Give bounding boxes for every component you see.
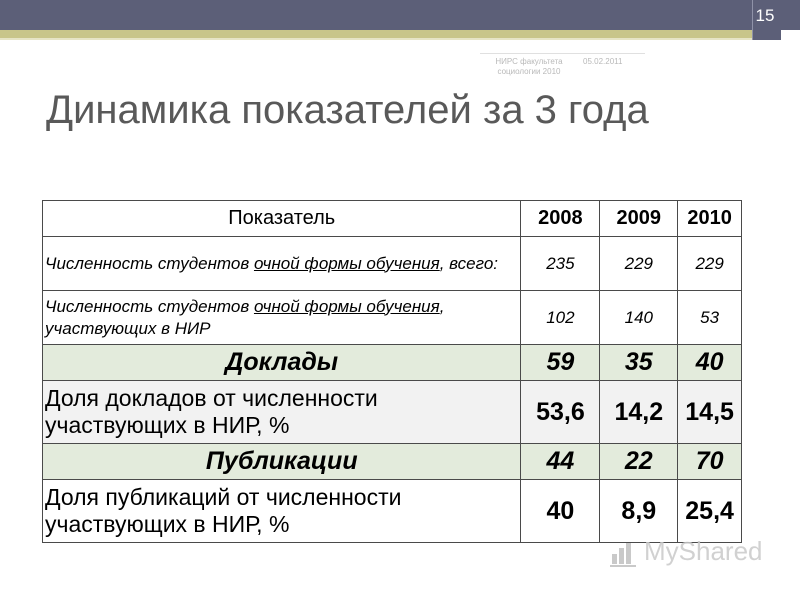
cell-2008: 102 (521, 291, 600, 345)
cell-2008: 40 (521, 480, 600, 543)
cell-2009: 8,9 (600, 480, 678, 543)
row-label: Доля публикаций от численности участвующих в НИР, % (43, 480, 521, 543)
table-row (43, 291, 742, 345)
cell-2008: 59 (521, 345, 600, 381)
header-year-2010: 2010 (678, 201, 742, 237)
cell-2009: 229 (600, 237, 678, 291)
cell-2010: 70 (678, 444, 742, 480)
row-label: Публикации (43, 444, 521, 480)
row-label-underlined: очной формы обучения (253, 296, 440, 316)
table-row (43, 345, 742, 381)
olive-decor-bar (0, 30, 768, 38)
table-row (43, 444, 742, 480)
footer-org: НИРС факультета социологии 2010 (495, 57, 563, 76)
cell-2009: 35 (600, 345, 678, 381)
table-row (43, 381, 742, 444)
footer-date: 05.02.2011 (583, 57, 623, 66)
header-indicator: Показатель (43, 201, 521, 237)
watermark-chart-icon (610, 538, 640, 568)
row-label (43, 237, 521, 291)
thin-decor-bar (0, 38, 768, 40)
cell-2010: 25,4 (678, 480, 742, 543)
row-label-part: , всего: (439, 253, 498, 273)
row-label-part: Численность студентов (45, 253, 254, 273)
cell-2009: 22 (600, 444, 678, 480)
row-label-underlined: очной формы обучения (253, 253, 440, 273)
row-label: Доклады (43, 345, 521, 381)
row-label-part: Численность студентов (45, 296, 254, 316)
cell-2010: 40 (678, 345, 742, 381)
cell-2010: 229 (678, 237, 742, 291)
cell-2010: 53 (678, 291, 742, 345)
table-header-row (43, 201, 742, 237)
cell-2009: 140 (600, 291, 678, 345)
row-label (43, 291, 521, 345)
table-row (43, 237, 742, 291)
header-year-2008: 2008 (521, 201, 600, 237)
cell-2008: 53,6 (521, 381, 600, 444)
header-year-2009: 2009 (600, 201, 678, 237)
table-row (43, 480, 742, 543)
row-label-part: , участвующих в НИР (45, 296, 445, 338)
page-number: 15 (755, 6, 775, 25)
slide-title: Динамика показателей за 3 года (46, 88, 649, 132)
footer-divider (480, 53, 645, 54)
watermark-text: MyShared (644, 536, 763, 566)
cell-2010: 14,5 (678, 381, 742, 444)
indicators-table (42, 200, 742, 543)
row-label: Доля докладов от численности участвующих в НИР, % (43, 381, 521, 444)
top-decor-bar (0, 0, 800, 30)
cell-2009: 14,2 (600, 381, 678, 444)
cell-2008: 44 (521, 444, 600, 480)
cell-2008: 235 (521, 237, 600, 291)
